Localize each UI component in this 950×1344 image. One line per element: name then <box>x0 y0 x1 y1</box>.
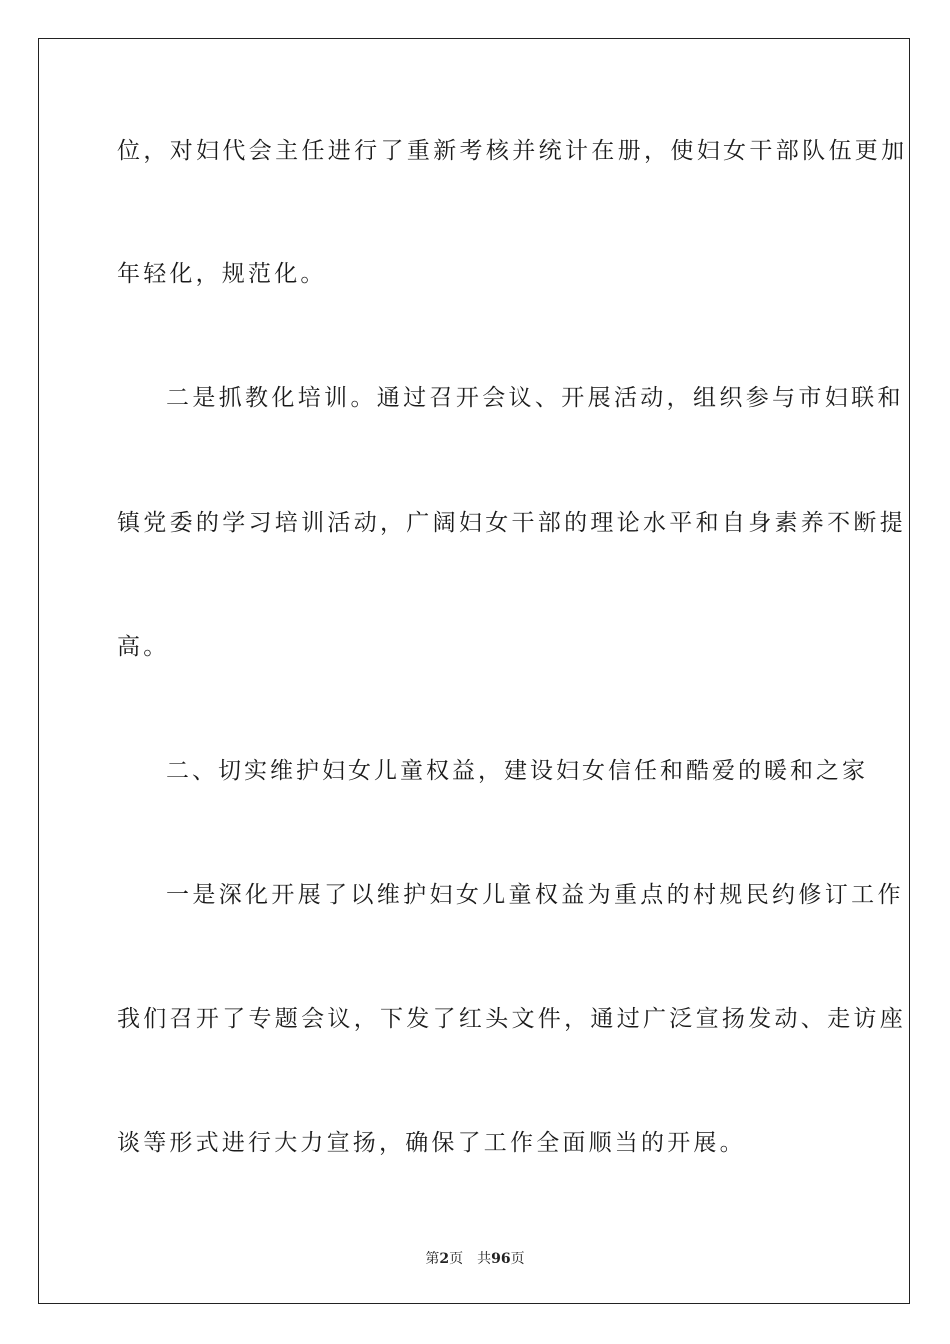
total-suffix: 页 <box>510 1251 525 1267</box>
section-heading: 二、切实维护妇女儿童权益，建设妇女信任和酷爱的暖和之家 <box>166 758 868 784</box>
total-pages: 96 <box>491 1251 511 1267</box>
page-border <box>38 38 910 1304</box>
page-footer <box>0 1248 950 1268</box>
page-suffix: 页 <box>449 1251 464 1267</box>
page-prefix: 第 <box>425 1251 440 1267</box>
text-line: 镇党委的学习培训活动，广阔妇女干部的理论水平和自身素养不断提 <box>117 510 906 536</box>
page-number: 2 <box>439 1251 450 1267</box>
text-line: 位，对妇代会主任进行了重新考核并统计在册，使妇女干部队伍更加 <box>117 138 908 164</box>
paragraph-start-line: 一是深化开展了以维护妇女儿童权益为重点的村规民约修订工作 <box>166 882 904 908</box>
text-line: 谈等形式进行大力宣扬，确保了工作全面顺当的开展。 <box>117 1130 746 1156</box>
paragraph-start-line: 二是抓教化培训。通过召开会议、开展活动，组织参与市妇联和 <box>166 385 904 411</box>
text-line: 高。 <box>117 634 170 660</box>
total-prefix: 共 <box>477 1251 492 1267</box>
text-line: 年轻化，规范化。 <box>117 261 327 287</box>
text-line: 我们召开了专题会议，下发了红头文件，通过广泛宣扬发动、走访座 <box>117 1006 906 1032</box>
